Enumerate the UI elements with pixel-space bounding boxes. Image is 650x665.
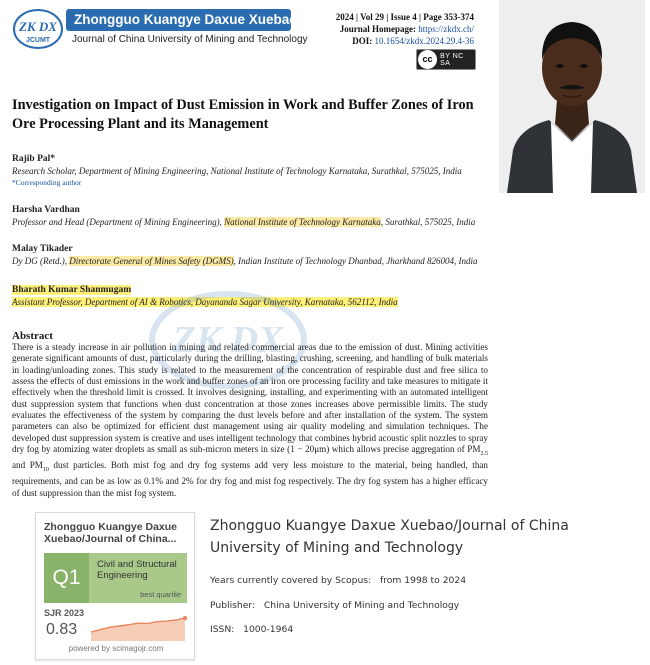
author-block (12, 153, 492, 188)
highlighted-institution: National Institute of Technology Karnataka (224, 217, 381, 227)
abstract-part: dust particles. Both mist fog and dry fog systems add very less moisture to the material, being handled, than requirements, and can be as low as 0.1% and 2% for dry fog and mist fog respectively. The dry fog system has a higher efficacy of dust suppression than the mist fog system. (12, 460, 488, 498)
author-name: Bharath Kumar Shanmugam (12, 285, 132, 295)
affiliation-text: Professor and Head (Department of Mining Engineering), (12, 217, 225, 227)
coverage-value: from 1998 to 2024 (379, 575, 467, 586)
quartile-note: best quartile (140, 590, 181, 599)
paper-title: Investigation on Impact of Dust Emission in Work and Buffer Zones of Iron Ore Processing Plant and its Management (12, 97, 474, 132)
author-affiliation (12, 256, 492, 267)
scopus-journal-title: Zhongguo Kuangye Daxue Xuebao/Journal of China University of Mining and Technology (210, 518, 569, 556)
volume-issue: 2024 | Vol 29 | Issue 4 | Page 353-374 (335, 12, 474, 22)
abstract-text (12, 342, 488, 499)
doi-link[interactable]: 10.1654/zkdx.2024.29.4-36 (374, 36, 474, 46)
article-meta (336, 11, 474, 47)
logo-letters: ZK DX (19, 19, 57, 34)
cc-license-badge[interactable] (416, 49, 476, 70)
author-block (12, 243, 492, 267)
quartile-box (44, 553, 187, 603)
author-block (12, 284, 492, 308)
license-terms: BY NC SA (440, 52, 464, 67)
abstract-part: and PM (12, 460, 43, 471)
logo-text: JCUMT (25, 37, 51, 44)
corresponding-note: *Corresponding author (12, 178, 82, 187)
subscript: 10 (42, 467, 49, 474)
publisher-value: China University of Mining and Technology (263, 600, 460, 611)
homepage-link[interactable]: https://zkdx.ch/ (418, 24, 474, 34)
affiliation-text: , Surathkal, 575025, India (380, 217, 476, 227)
doi-label: DOI: (352, 36, 373, 46)
journal-name-banner: Zhongguo Kuangye Daxue Xuebao (66, 9, 291, 31)
homepage-label: Journal Homepage: (339, 24, 416, 34)
coverage-label: Years currently covered by Scopus: (210, 575, 372, 586)
journal-full-name: Journal of China University of Mining and Technology (72, 34, 308, 45)
subject-category: Civil and Structural Engineering (97, 559, 177, 581)
scimago-footer[interactable]: powered by scimagojr.com (68, 644, 164, 653)
highlighted-institution: Directorate General of Mines Safety (DGMS) (69, 256, 234, 266)
author-affiliation: Research Scholar, Department of Mining Engineering, National Institute of Technology Karnataka, Surathkal, 575025, India (12, 166, 462, 176)
sjr-trend-chart (88, 611, 188, 641)
abstract-part: There is a steady increase in air pollution in mining and related commercial areas due to the emission of dust. Mining activities generate significant amounts of dust, particularly during the drilling, blasting, crushing, screening, and handling of bulk materials in loading/unloading zones. This study is related to the measurement of the concentration of respirable dust and free silica to assess the effects of dust emissions in the work and buffer zones of an iron ore processing facility and take measures to mitigate it effectively when the threshold limit is crossed. It involves designing, installing, and experimenting with an automated intelligent dust suppression system that functions when dust concentration at those zones increases above permissible limits. The study evaluates the effectiveness of the system by comparing the dust levels before and after installation of the system. The system parameters can also be optimized for efficient dust management using air quality modeling and simulation techniques. The developed dust suppression system is creative and uses intelligent technology that combines hybrid acoustic split nozzles to spray dry fog by atomizing water droplets as small as sub-micron meters in size (1 − 20μm) which allows precise aggregation of PM (12, 342, 488, 455)
author-photo (499, 0, 645, 193)
author-affiliation (12, 217, 492, 228)
abstract-heading: Abstract (12, 330, 53, 342)
scimago-journal-name: Zhongguo Kuangye Daxue Xuebao/Journal of China... (44, 521, 178, 545)
creative-commons-icon: cc (418, 50, 437, 69)
scopus-coverage-row (210, 575, 466, 587)
journal-logo (12, 9, 64, 51)
journal-logo-icon (12, 9, 64, 51)
quartile-value: Q1 (44, 553, 89, 603)
author-affiliation: Assistant Professor, Department of AI & Robotics, Dayananda Sagar University, Karnataka, 562112, India (12, 297, 398, 307)
affiliation-text: Dy DG (Retd.), (12, 256, 70, 266)
scopus-publisher-row (210, 600, 459, 612)
subscript: 2.5 (480, 450, 488, 457)
issn-value: 1000-1964 (243, 624, 294, 635)
scopus-issn-row (210, 624, 293, 636)
sjr-label: SJR 2023 (44, 608, 85, 618)
scimago-widget[interactable] (35, 512, 195, 660)
publisher-label: Publisher: (210, 600, 256, 611)
svg-text:ZK DX: ZK DX (172, 319, 284, 361)
issn-label: ISSN: (210, 624, 235, 635)
author-name: Rajib Pal* (12, 154, 56, 164)
person-portrait-icon (499, 0, 645, 193)
author-name: Malay Tikader (12, 244, 73, 254)
sjr-value: 0.83 (46, 621, 78, 638)
author-name: Harsha Vardhan (12, 205, 80, 215)
affiliation-text: , Indian Institute of Technology Dhanbad, Jharkhand 826004, India (233, 256, 478, 266)
sjr-trend-area (91, 618, 185, 641)
author-block (12, 204, 492, 228)
sjr-latest-point (183, 616, 187, 620)
